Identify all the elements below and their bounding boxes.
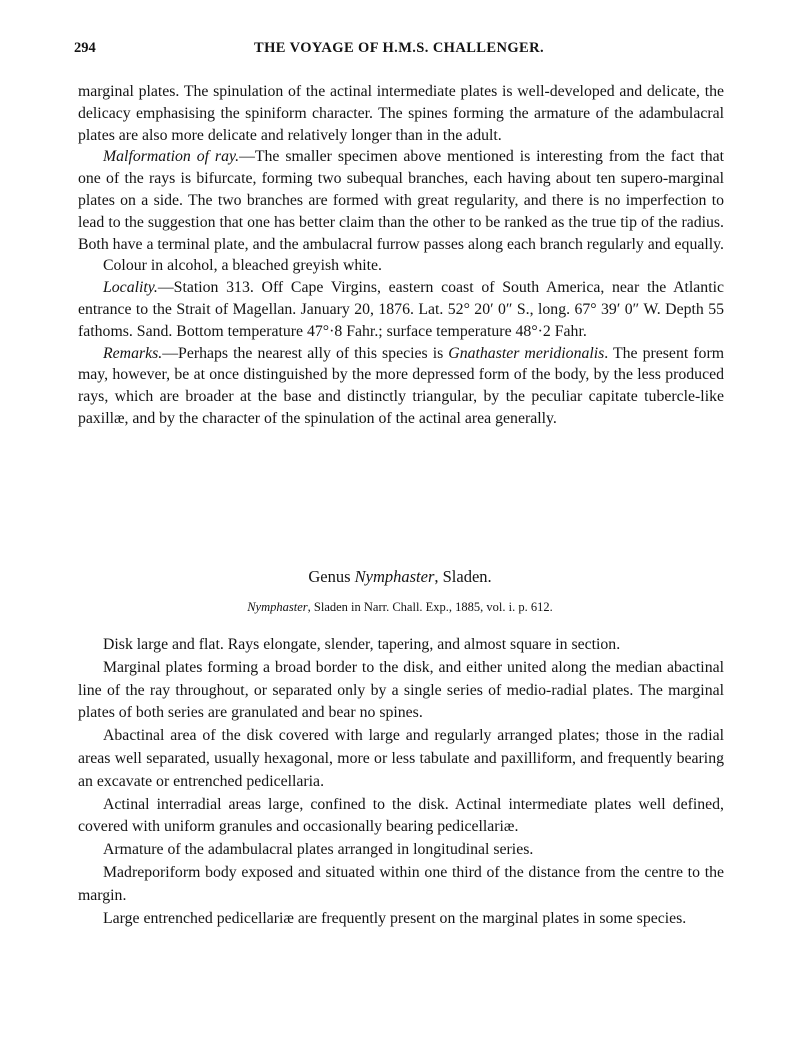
genus-heading	[0, 567, 800, 587]
genus-reference	[0, 600, 800, 615]
genus-diagnosis	[78, 634, 724, 930]
paragraph-malformation	[78, 146, 724, 255]
diagnosis-paragraph-marginal-plates: Marginal plates forming a broad border to the disk, and either united along the median abactinal line of the ray throughout, or separated only by a single series of medio-radial plates. The marginal plates of both series are granulated and bear no spines.	[78, 658, 724, 722]
diagnosis-paragraph-actinal-areas: Actinal interradial areas large, confined to the disk. Actinal intermediate plates well defined, covered with uniform granules and occasionally bearing pedicellariæ.	[78, 795, 724, 836]
genus-reference-name: Nymphaster	[247, 600, 308, 614]
malformation-heading: Malformation of ray.	[103, 148, 240, 166]
species-description-continued	[78, 81, 724, 430]
paragraph-locality	[78, 277, 724, 342]
diagnosis-paragraph-abactinal-area: Abactinal area of the disk covered with large and regularly arranged plates; those in the radial areas well separated, usually hexagonal, more or less tabulate and paxilliform, and frequently bearing an excavate or entrenched pedicellaria.	[78, 727, 724, 790]
paragraph-spinulation: marginal plates. The spinulation of the actinal intermediate plates is well-developed and delicate, the delicacy emphasising the spiniform character. The spines forming the armature of the adambulacral plates are also more delicate and relatively longer than in the adult.	[78, 83, 724, 144]
diagnosis-paragraph-armature: Armature of the adambulacral plates arranged in longitudinal series.	[103, 841, 534, 859]
running-head	[74, 40, 724, 60]
running-title: THE VOYAGE OF H.M.S. CHALLENGER.	[254, 40, 544, 56]
locality-heading: Locality.	[103, 279, 158, 297]
paragraph-colour: Colour in alcohol, a bleached greyish white.	[103, 257, 382, 275]
page-number: 294	[74, 40, 96, 56]
diagnosis-paragraph-pedicellariae: Large entrenched pedicellariæ are frequently present on the marginal plates in some species.	[103, 909, 687, 927]
remarks-text-2: . The present form may, however, be at once distinguished by the more depressed form of the body, by the less produced rays, which are broader at the base and distinctly triangular, by the peculiar capitate tubercle-like paxillæ, and by the character of the spinulation of the actinal area generally.	[78, 344, 724, 427]
diagnosis-paragraph-madreporiform: Madreporiform body exposed and situated within one third of the distance from the centre to the margin.	[78, 863, 724, 904]
genus-reference-text: , Sladen in Narr. Chall. Exp., 1885, vol. i. p. 612.	[307, 600, 553, 614]
remarks-text-1: —Perhaps the nearest ally of this species is	[162, 344, 449, 362]
genus-heading-name: Nymphaster	[354, 567, 435, 586]
locality-text: —Station 313. Off Cape Virgins, eastern coast of South America, near the Atlantic entrance to the Strait of Magellan. January 20, 1876. Lat. 52° 20′ 0″ S., long. 67° 39′ 0″ W. Depth 55 fathoms. Sand. Bottom temperature 47°·8 Fahr.; surface temperature 48°·2 Fahr.	[78, 279, 724, 340]
genus-heading-suffix: , Sladen.	[434, 567, 492, 586]
genus-heading-prefix: Genus	[308, 567, 355, 586]
paragraph-remarks	[78, 343, 724, 430]
malformation-text: —The smaller specimen above mentioned is interesting from the fact that one of the rays is bifurcate, forming two subequal branches, each having about ten supero-marginal plates on a side. The two branches are formed with great regularity, and there is no imperfection to lead to the suggestion that one has better claim than the other to be ranked as the true tip of the radius. Both have a terminal plate, and the ambulacral furrow passes along each branch regularly and equally.	[78, 148, 724, 253]
diagnosis-paragraph-disk: Disk large and flat. Rays elongate, slender, tapering, and almost square in section.	[103, 636, 621, 653]
remarks-species-name: Gnathaster meridionalis	[448, 344, 605, 362]
remarks-heading: Remarks.	[103, 344, 163, 362]
